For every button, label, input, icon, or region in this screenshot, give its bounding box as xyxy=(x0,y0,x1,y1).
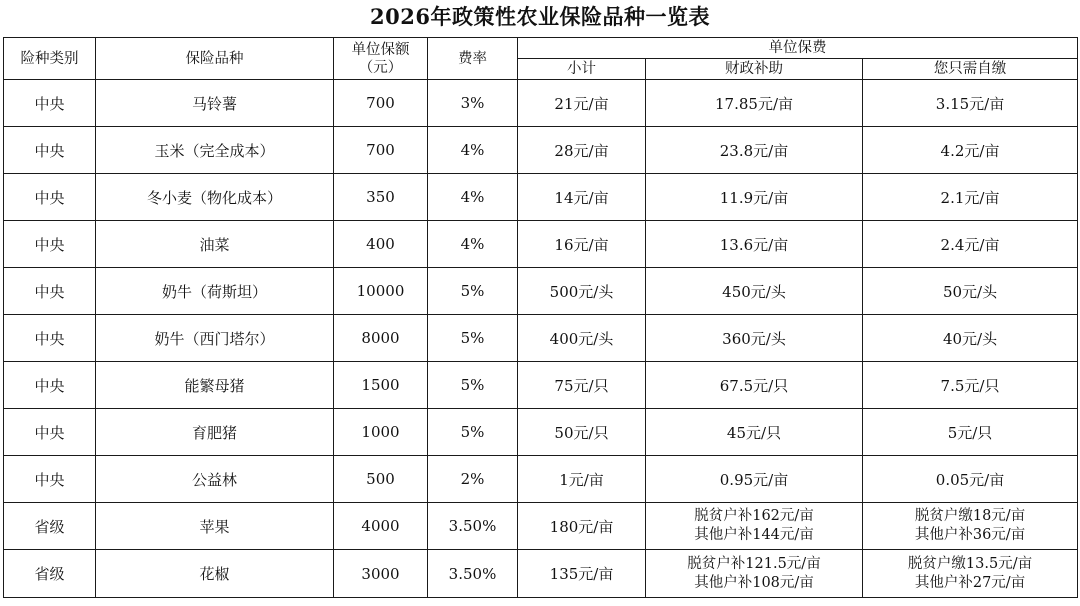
cell-self-pay-line: 其他户补36元/亩 xyxy=(914,527,1026,543)
table-row xyxy=(4,221,1078,268)
table-row xyxy=(4,362,1078,409)
cell-subsidy xyxy=(646,550,863,598)
cell-variety: 公益林 xyxy=(96,456,334,503)
cell-subsidy-line: 17.85元/亩 xyxy=(715,94,793,113)
cell-subtotal: 21元/亩 xyxy=(518,80,646,127)
cell-subsidy xyxy=(646,221,863,268)
cell-subsidy-line: 11.9元/亩 xyxy=(719,188,789,207)
cell-subsidy-line: 脱贫户补121.5元/亩 xyxy=(687,555,821,572)
cell-rate: 4% xyxy=(428,127,518,174)
cell-self-pay xyxy=(863,221,1078,268)
table-row xyxy=(4,268,1078,315)
cell-subsidy xyxy=(646,456,863,503)
table-row xyxy=(4,174,1078,221)
header-subsidy: 财政补助 xyxy=(646,59,863,80)
cell-self-pay xyxy=(863,80,1078,127)
table-row xyxy=(4,503,1078,550)
cell-subtotal: 180元/亩 xyxy=(518,503,646,550)
cell-subsidy-line: 450元/头 xyxy=(722,282,786,301)
cell-self-pay xyxy=(863,456,1078,503)
cell-category: 中央 xyxy=(4,174,96,221)
cell-amount: 700 xyxy=(334,127,428,174)
cell-self-pay-line: 50元/头 xyxy=(942,282,998,301)
cell-subtotal: 135元/亩 xyxy=(518,550,646,598)
header-amount xyxy=(334,38,428,80)
cell-category: 省级 xyxy=(4,503,96,550)
cell-subsidy xyxy=(646,315,863,362)
cell-amount: 1500 xyxy=(334,362,428,409)
cell-subtotal: 500元/头 xyxy=(518,268,646,315)
table-row xyxy=(4,456,1078,503)
cell-self-pay-line: 其他户补27元/亩 xyxy=(914,574,1026,591)
header-rate: 费率 xyxy=(428,38,518,80)
cell-category: 中央 xyxy=(4,268,96,315)
cell-subtotal: 14元/亩 xyxy=(518,174,646,221)
header-variety: 保险品种 xyxy=(96,38,334,80)
cell-self-pay xyxy=(863,268,1078,315)
cell-subsidy-line: 其他户补144元/亩 xyxy=(694,527,814,543)
cell-category: 中央 xyxy=(4,80,96,127)
cell-subsidy-line: 360元/头 xyxy=(722,329,786,348)
cell-self-pay xyxy=(863,409,1078,456)
cell-subsidy xyxy=(646,268,863,315)
cell-variety: 油菜 xyxy=(96,221,334,268)
cell-self-pay-line: 40元/头 xyxy=(942,329,998,348)
table-row xyxy=(4,550,1078,598)
cell-variety: 奶牛（荷斯坦） xyxy=(96,268,334,315)
cell-rate: 4% xyxy=(428,221,518,268)
table-row xyxy=(4,315,1078,362)
cell-category: 中央 xyxy=(4,221,96,268)
cell-self-pay-line: 脱贫户缴18元/亩 xyxy=(914,508,1026,524)
cell-self-pay xyxy=(863,550,1078,598)
cell-subtotal: 400元/头 xyxy=(518,315,646,362)
cell-subsidy-line: 13.6元/亩 xyxy=(719,235,789,254)
cell-self-pay-line: 7.5元/只 xyxy=(940,376,1000,395)
cell-variety: 花椒 xyxy=(96,550,334,598)
cell-self-pay-line: 0.05元/亩 xyxy=(935,470,1005,489)
cell-variety: 玉米（完全成本） xyxy=(96,127,334,174)
cell-subsidy-line: 45元/只 xyxy=(726,423,782,442)
cell-subsidy xyxy=(646,80,863,127)
header-subtotal: 小计 xyxy=(518,59,646,80)
cell-subtotal: 28元/亩 xyxy=(518,127,646,174)
table-row xyxy=(4,80,1078,127)
cell-subsidy-line: 0.95元/亩 xyxy=(719,470,789,489)
cell-variety: 马铃薯 xyxy=(96,80,334,127)
cell-amount: 400 xyxy=(334,221,428,268)
cell-subsidy xyxy=(646,127,863,174)
cell-variety: 奶牛（西门塔尔） xyxy=(96,315,334,362)
table-body xyxy=(4,80,1078,598)
header-category: 险种类别 xyxy=(4,38,96,80)
cell-rate: 5% xyxy=(428,315,518,362)
cell-self-pay-line: 5元/只 xyxy=(947,423,993,442)
cell-subtotal: 1元/亩 xyxy=(518,456,646,503)
table-row xyxy=(4,409,1078,456)
cell-subsidy-line: 67.5元/只 xyxy=(719,376,789,395)
cell-subsidy-line: 脱贫户补162元/亩 xyxy=(694,508,814,524)
cell-amount: 700 xyxy=(334,80,428,127)
cell-self-pay-line: 脱贫户缴13.5元/亩 xyxy=(907,555,1033,572)
cell-subsidy xyxy=(646,174,863,221)
cell-amount: 3000 xyxy=(334,550,428,598)
cell-subsidy-line: 23.8元/亩 xyxy=(719,141,789,160)
cell-rate: 5% xyxy=(428,362,518,409)
cell-subsidy xyxy=(646,362,863,409)
cell-self-pay xyxy=(863,127,1078,174)
page-title: 2026年政策性农业保险品种一览表 xyxy=(370,4,710,29)
cell-variety: 育肥猪 xyxy=(96,409,334,456)
cell-self-pay-line: 3.15元/亩 xyxy=(935,94,1005,113)
cell-variety: 能繁母猪 xyxy=(96,362,334,409)
cell-variety: 冬小麦（物化成本） xyxy=(96,174,334,221)
cell-variety: 苹果 xyxy=(96,503,334,550)
cell-rate: 4% xyxy=(428,174,518,221)
cell-self-pay-line: 2.1元/亩 xyxy=(940,188,1000,207)
cell-category: 中央 xyxy=(4,456,96,503)
cell-rate: 3.50% xyxy=(428,550,518,598)
cell-amount: 10000 xyxy=(334,268,428,315)
cell-amount: 500 xyxy=(334,456,428,503)
header-amount-line1: 单位保额 xyxy=(351,41,410,58)
cell-category: 省级 xyxy=(4,550,96,598)
cell-self-pay xyxy=(863,315,1078,362)
cell-self-pay xyxy=(863,362,1078,409)
header-self-pay: 您只需自缴 xyxy=(863,59,1078,80)
cell-rate: 5% xyxy=(428,268,518,315)
cell-subtotal: 50元/只 xyxy=(518,409,646,456)
cell-amount: 4000 xyxy=(334,503,428,550)
cell-category: 中央 xyxy=(4,315,96,362)
cell-amount: 350 xyxy=(334,174,428,221)
insurance-table xyxy=(3,37,1078,598)
cell-category: 中央 xyxy=(4,409,96,456)
cell-rate: 3% xyxy=(428,80,518,127)
cell-rate: 2% xyxy=(428,456,518,503)
cell-subsidy-line: 其他户补108元/亩 xyxy=(694,574,814,591)
cell-self-pay xyxy=(863,174,1078,221)
cell-amount: 8000 xyxy=(334,315,428,362)
header-amount-line2: （元） xyxy=(358,59,403,76)
cell-self-pay-line: 4.2元/亩 xyxy=(940,141,1000,160)
cell-category: 中央 xyxy=(4,362,96,409)
cell-subtotal: 16元/亩 xyxy=(518,221,646,268)
cell-rate: 3.50% xyxy=(428,503,518,550)
cell-rate: 5% xyxy=(428,409,518,456)
cell-amount: 1000 xyxy=(334,409,428,456)
header-premium: 单位保费 xyxy=(518,38,1078,59)
cell-subtotal: 75元/只 xyxy=(518,362,646,409)
cell-self-pay-line: 2.4元/亩 xyxy=(940,235,1000,254)
cell-subsidy xyxy=(646,503,863,550)
cell-category: 中央 xyxy=(4,127,96,174)
header-row-1 xyxy=(4,38,1078,59)
table-row xyxy=(4,127,1078,174)
cell-subsidy xyxy=(646,409,863,456)
cell-self-pay xyxy=(863,503,1078,550)
